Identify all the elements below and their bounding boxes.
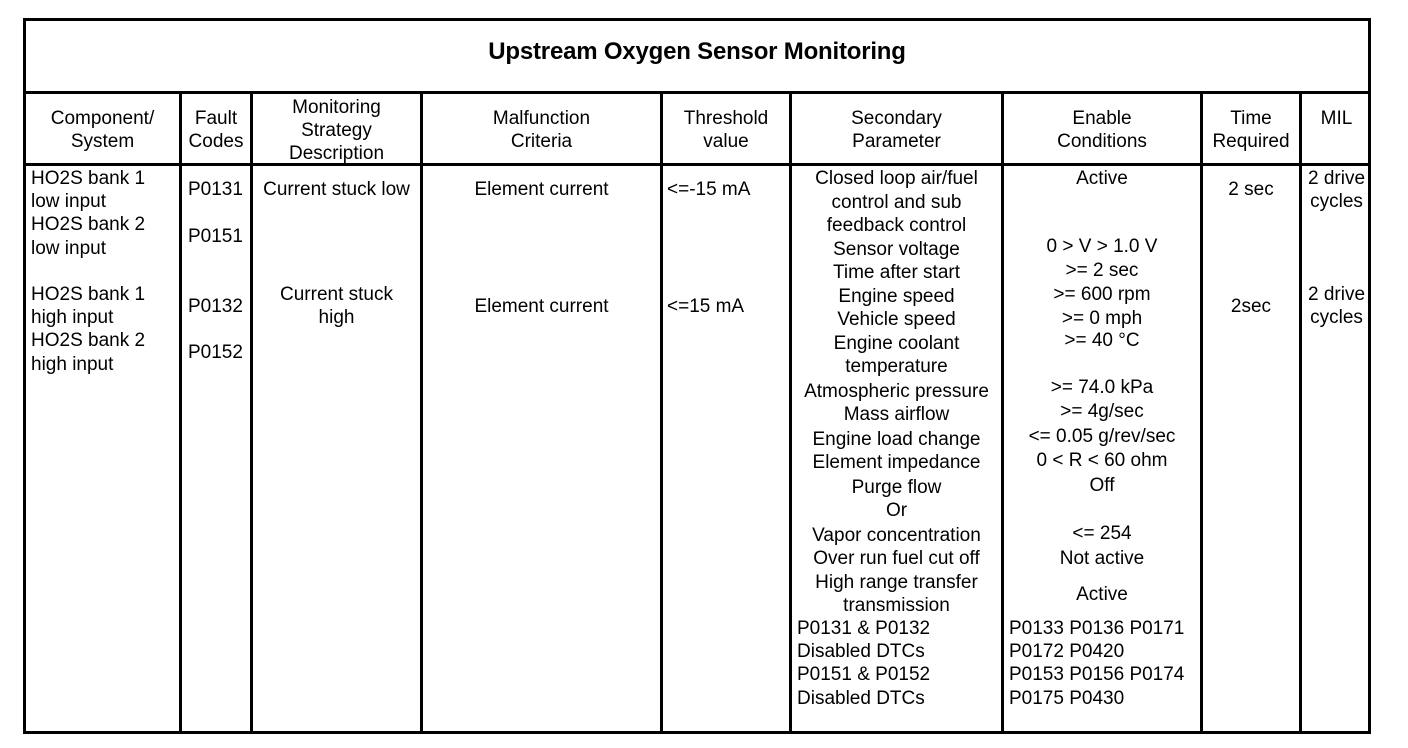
enable-time-after-start: >= 2 sec: [1065, 260, 1139, 281]
fault-code: P0131: [188, 179, 243, 200]
enable-vehicle-speed: >= 0 mph: [1061, 308, 1143, 329]
fault-code: P0151: [188, 226, 243, 247]
component-high-input: HO2S bank 1 high input HO2S bank 2 high input: [31, 284, 146, 375]
enable-disabled-dtcs: P0133 P0136 P0171 P0172 P0420 P0153 P0156 P0174 P0175 P0430: [1009, 618, 1185, 709]
time-required: 2sec: [1230, 296, 1272, 317]
threshold-value: <=15 mA: [667, 296, 745, 317]
table-title: Upstream Oxygen Sensor Monitoring: [488, 38, 906, 65]
secondary-parameters: Closed loop air/fuel control and sub feedback control Sensor voltage Time after start Engine speed Vehicle speed Engine coolant temperature Atmospheric pressure Mass airflow Engine load change Element impedance Purge flow Or Vapor concentration Over run fuel cut off High range transfer transmission: [804, 168, 989, 616]
header-time: Time Required: [1212, 108, 1290, 152]
enable-load-change: <= 0.05 g/rev/sec: [1028, 426, 1176, 447]
malfunction-criteria: Element current: [474, 296, 609, 317]
enable-coolant: >= 40 °C: [1064, 330, 1140, 351]
header-malfunction: Malfunction Criteria: [492, 108, 591, 152]
enable-vapor: <= 254: [1072, 523, 1132, 544]
enable-sensor-voltage: 0 > V > 1.0 V: [1046, 236, 1158, 257]
strategy-low: Current stuck low: [263, 179, 410, 200]
enable-purge: Off: [1089, 475, 1115, 496]
enable-high-range: Active: [1076, 584, 1128, 605]
enable-active: Active: [1076, 168, 1128, 189]
header-fault-codes: Fault Codes: [188, 108, 244, 152]
threshold-value: <=-15 mA: [667, 179, 751, 200]
secondary-disabled-dtcs: P0131 & P0132 Disabled DTCs P0151 & P0152 Disabled DTCs: [797, 618, 931, 709]
enable-engine-speed: >= 600 rpm: [1053, 284, 1151, 305]
column-divider: [660, 93, 663, 734]
enable-impedance: 0 < R < 60 ohm: [1036, 450, 1168, 471]
header-secondary: Secondary Parameter: [851, 108, 942, 152]
title-divider: [23, 91, 1371, 94]
header-enable: Enable Conditions: [1057, 108, 1147, 152]
strategy-high: Current stuck high: [280, 284, 393, 329]
header-component: Component/ System: [50, 108, 155, 152]
header-threshold: Threshold value: [683, 108, 769, 152]
mil-drive-cycles: 2 drive cycles: [1307, 284, 1366, 329]
enable-mass-airflow: >= 4g/sec: [1060, 401, 1144, 422]
enable-overrun: Not active: [1059, 548, 1145, 569]
header-mil: MIL: [1320, 108, 1353, 129]
fault-code: P0132: [188, 296, 243, 317]
mil-drive-cycles: 2 drive cycles: [1307, 168, 1366, 213]
enable-atmospheric: >= 74.0 kPa: [1050, 377, 1154, 398]
column-divider: [179, 93, 182, 734]
fault-code: P0152: [188, 342, 243, 363]
header-strategy: Monitoring Strategy Description: [288, 96, 385, 164]
malfunction-criteria: Element current: [474, 179, 609, 200]
time-required: 2 sec: [1228, 179, 1274, 200]
component-low-input: HO2S bank 1 low input HO2S bank 2 low input: [31, 168, 146, 259]
